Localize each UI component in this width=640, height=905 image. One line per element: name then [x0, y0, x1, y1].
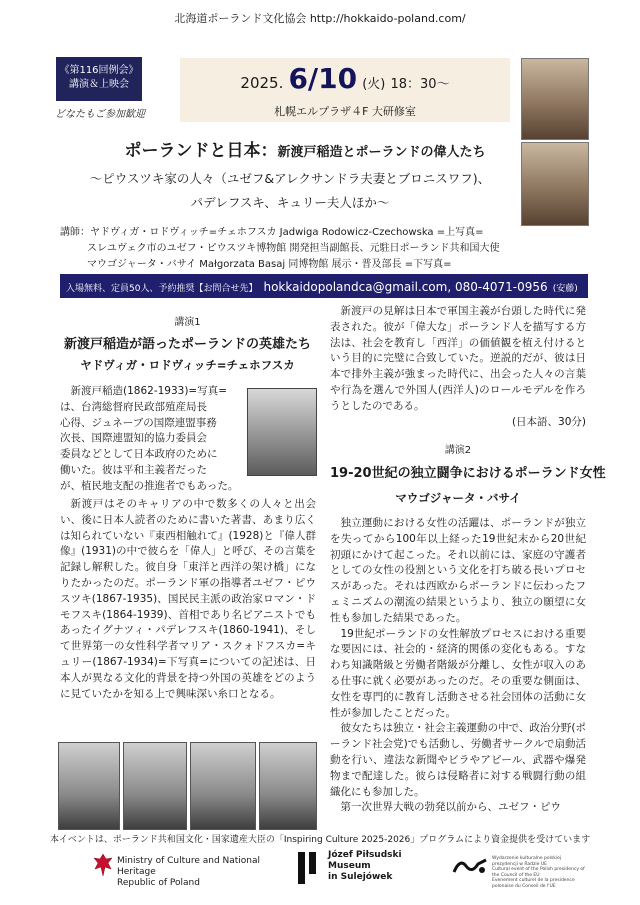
- subtitle-line-1: ～ピウスツキ家の人々（ユゼフ&アレクサンドラ夫妻とブロニスワフ)、: [89, 171, 491, 186]
- lecture1-intro: [60, 384, 245, 479]
- speaker-line-2: スレユヴェク市のユゼフ・ピウスツキ博物館 開発担当副館長、元駐日ポーランド共和国大使: [87, 243, 500, 254]
- l1-line-1: 新渡戸稲造(1862-1933)=写真=: [70, 385, 228, 397]
- l1-line-5: 委員などとして日本政府のために: [60, 448, 218, 461]
- nitobe-portrait: [247, 388, 317, 476]
- title-main: ポーランドと日本：: [124, 141, 278, 161]
- lecture2-para2: 19世紀ポーランドの女性解放プロセスにおける重要な要因には、社会的・経済的関係の変化もある。すなわち知識階級と労働者階級が分離し、女性が収入のある仕事に就く必要があったのだ。その重要な側面は、女性を専門的に教育し活動させる社会団体の活動に女性が参加したことだった。: [330, 627, 586, 719]
- event-year: 2025.: [240, 74, 284, 92]
- dmowski-photo: [123, 742, 187, 830]
- partner-line-1: Wydarzenie kulturalne polskiej prezydencji w Radzie UE: [492, 856, 562, 867]
- l1-line-6: 働いた。彼は平和主義者だった: [60, 463, 207, 476]
- page-subtitle: [40, 167, 540, 215]
- lecture2-title: 19-20世紀の独立闘争におけるポーランド女性: [330, 466, 606, 481]
- lecture1-title: 新渡戸稲造が語ったポーランドの英雄たち: [63, 337, 311, 352]
- lecture2-para4: 第一次世界大戦の勃発以前から、ユゼフ・ピウ: [340, 801, 561, 814]
- museum-line-2: Museum: [328, 861, 371, 871]
- title-main-sub: 新渡戸稲造とポーランドの偉人たち: [277, 145, 486, 160]
- ministry-line-1: Ministry of Culture and National Heritage: [117, 856, 261, 877]
- museum-logo-mark: [296, 850, 320, 886]
- welcome-text: どなたもご参加歓迎: [55, 109, 145, 120]
- lecture2-para1: 独立運動における女性の活躍は、ポーランドが独立を失ってから100年以上経った19世紀末から20世紀初頭にかけて起こった。それ以前には、家庭の守護者としての女性の役割という文化を打ち破る長いプロセスがあった。それは西欧からポーランドに伝わったフェミニズムの潮流の結果というより、独立の願望に女性も参加した結果であった。: [330, 517, 586, 624]
- event-date: 6/10: [288, 62, 358, 95]
- event-venue: 札幌エルプラザ４F 大研修室: [274, 105, 416, 118]
- lecture2-speaker: マウゴジャータ・バサイ: [395, 491, 521, 505]
- speaker-line-3: マウゴジャータ・バサイ Małgorzata Basaj 同博物館 展示・普及部長 =下写真=: [87, 259, 452, 270]
- lecture1-speaker: ヤドヴィガ・ロドヴィッチ=チェホフスカ: [80, 358, 295, 372]
- lecture2-heading: 講演2: [444, 445, 472, 456]
- museum-line-3: in Sulejówek: [328, 872, 393, 882]
- polish-eagle-logo: [92, 852, 114, 878]
- partner-line-3: Evenement culturel de la presidence polonaise du Conseil de l'UE: [492, 878, 575, 889]
- ministry-logo-text: [117, 856, 267, 889]
- speakers-block: [60, 225, 580, 273]
- pilsudski-photo: [58, 742, 120, 830]
- info-bar: [60, 274, 588, 298]
- speaker-line-1: 講師：ヤドヴィガ・ロドヴィッチ=チェホフスカ Jadwiga Rodowicz-Czechowska =上写真=: [60, 227, 484, 238]
- presidency-logo-text: [492, 856, 588, 889]
- l1-line-4: 次長、国際連盟知的協力委員会: [60, 432, 207, 445]
- page-title: [70, 136, 540, 161]
- lecture2-para3: 彼女たちは独立・社会主義運動の中で、政治分野(ポーランド社会党)でも活動し、労働者サークルで扇動活動を行い、違法な新聞やビラやアピール、武器や爆発物まで配達した。彼らは侵略者に対する戦闘行動の組織化にも参加した。: [330, 722, 586, 798]
- l1-line-3: 心得、ジュネーブの国際連盟事務: [60, 416, 217, 429]
- contact-info[interactable]: hokkaidopolandca@gmail.com, 080-4071-0956: [263, 280, 548, 294]
- ministry-line-2: Republic of Poland: [117, 878, 200, 888]
- organization-header: 北海道ポーランド文化協会 http://hokkaido-poland.com/: [174, 12, 466, 25]
- speaker-photo-top: [521, 58, 589, 140]
- presidency-logo-mark: [452, 856, 488, 876]
- museum-logo-text: [328, 850, 438, 883]
- lecture1-note: (日本語、30分): [511, 415, 586, 428]
- meeting-number: 《第116回例会》: [59, 65, 139, 76]
- museum-line-1: Józef Piłsudski: [328, 850, 402, 860]
- paderewski-photo: [190, 742, 256, 830]
- meeting-type: 講演＆上映会: [69, 79, 129, 90]
- l1-line-2: は、台湾総督府民政部殖産局長: [60, 400, 207, 413]
- lecture1-heading: 講演1: [174, 317, 201, 328]
- meeting-info-box: [56, 57, 142, 101]
- funding-notice: 本イベントは、ポーランド共和国文化・国家遺産大臣の「Inspiring Culture 2025-2026」プログラムにより資金提供を受けています: [49, 835, 591, 845]
- contact-person: (安藤): [552, 284, 578, 294]
- lecture1-cont-text: 新渡戸の見解は日本で軍国主義が台頭した時代に発表された。彼が「偉大な」ポーランド人を描写する方法は、社会を教育し「西洋」の価値観を植え付けるという目的に完璧に合致していた。逆説的だが、彼は日本で排外主義が強まった時代に、出会った人々の言葉や行為を選んで外国人(西洋人)のロールモデルを作ろうとしたのである。: [330, 305, 586, 412]
- partner-line-2: Cultural event of the Polish presidency of the Council of the EU: [492, 867, 585, 878]
- subtitle-line-2: パデレフスキ、キュリー夫人ほか～: [190, 195, 390, 210]
- lecture1-continuation: [330, 304, 586, 430]
- event-date-line: [185, 62, 505, 95]
- l1-line-7: が、植民地支配の推進者でもあった。: [60, 480, 239, 492]
- admission-text: 入場無料、定員50人、予約推奨【お問合せ先】: [66, 284, 258, 294]
- lecture1-para2: [60, 497, 316, 702]
- curie-photo: [259, 742, 317, 830]
- event-weekday: (火): [362, 77, 386, 92]
- lecture2-body: [330, 516, 586, 816]
- event-time: 18：30～: [390, 77, 450, 92]
- lecture1-para2-text: 新渡戸はそのキャリアの中で数多くの人々と出会い、後に日本人読者のために書いた著書、あまり広くは知られていない『東西相触れて』(1928)と『偉人群像』(1931)の中で彼らを「偉人」と呼び、その言葉を記録し解釈した。彼自身「東洋と西洋の架け橋」になりたかったのだ。ポーランド軍の指導者ユゼフ・ピウスツキ(1867-1935)、国民民主派の政治家ロマン・ドモフスキ(1864-1939)、首相であり名ピアニストでもあったイグナツィ・パデレフスキ(1860-1941)、そして世界第一の女性科学者マリア・スクォドフスカ=キュリー(1867-1934)=下写真=についての記述は、日本人が異なる文化的背景を持つ外国の英雄をどのように見ていたかを知る上で興味深い糸口となる。: [60, 498, 316, 700]
